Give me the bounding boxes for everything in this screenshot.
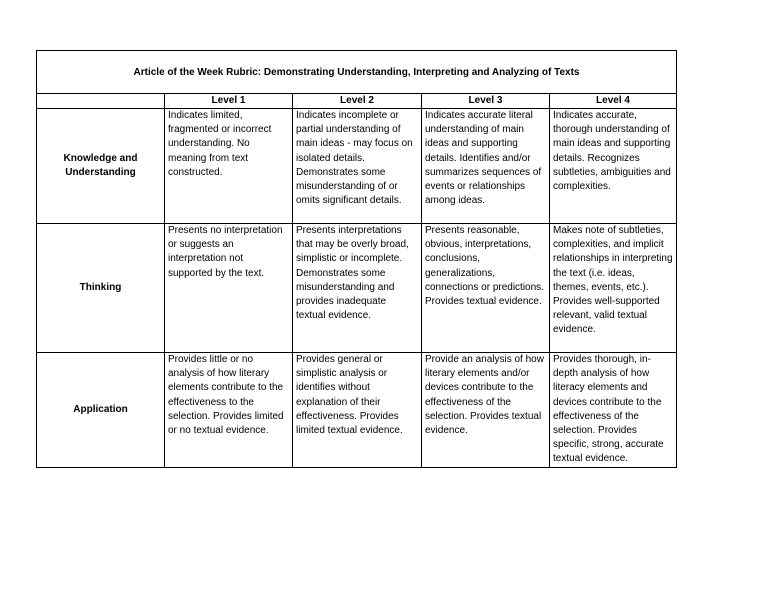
level-2-header: Level 2 <box>293 94 422 109</box>
criterion-application: Application <box>37 353 165 468</box>
rubric-row-thinking <box>37 224 677 353</box>
thinking-level-2-cell: Presents interpretations that may be overly broad, simplistic or incomplete. Demonstrates some misunderstanding and provides inadequate textual evidence. <box>293 224 422 353</box>
rubric-row-application <box>37 353 677 468</box>
knowledge-level-1-cell: Indicates limited, fragmented or incorrect understanding. No meaning from text constructed. <box>165 109 293 224</box>
thinking-level-3-cell: Presents reasonable, obvious, interpretations, conclusions, generalizations, connections or predictions. Provides textual evidence. <box>422 224 550 353</box>
level-4-header: Level 4 <box>550 94 677 109</box>
knowledge-level-3-cell: Indicates accurate literal understanding of main ideas and supporting details. Identifies and/or summarizes sequences of events or relationships among ideas. <box>422 109 550 224</box>
application-level-1-cell: Provides little or no analysis of how literary elements contribute to the effectiveness to the selection. Provides limited or no textual evidence. <box>165 353 293 468</box>
thinking-level-4-cell: Makes note of subtleties, complexities, and implicit relationships in interpreting the text (i.e. ideas, themes, events, etc.). Provides well-supported relevant, valid textual evidence. <box>550 224 677 353</box>
level-1-header: Level 1 <box>165 94 293 109</box>
level-3-header: Level 3 <box>422 94 550 109</box>
rubric-table <box>36 50 677 468</box>
application-level-4-cell: Provides thorough, in-depth analysis of how literacy elements and devices contribute to the effectiveness of the selection. Provides specific, strong, accurate textual evidence. <box>550 353 677 468</box>
criterion-thinking: Thinking <box>37 224 165 353</box>
application-level-3-cell: Provide an analysis of how literary elements and/or devices contribute to the effectiveness of the selection. Provides textual evidence. <box>422 353 550 468</box>
application-level-2-cell: Provides general or simplistic analysis or identifies without explanation of their effectiveness. Provides limited textual evidence. <box>293 353 422 468</box>
thinking-level-1-cell: Presents no interpretation or suggests an interpretation not supported by the text. <box>165 224 293 353</box>
rubric-title: Article of the Week Rubric: Demonstrating Understanding, Interpreting and Analyzing of Texts <box>37 51 677 94</box>
knowledge-level-2-cell: Indicates incomplete or partial understanding of main ideas - may focus on isolated details. Demonstrates some misunderstanding of or omits significant details. <box>293 109 422 224</box>
criterion-knowledge-and-understanding: Knowledge and Understanding <box>37 109 165 224</box>
knowledge-level-4-cell: Indicates accurate, thorough understanding of main ideas and supporting details. Recognizes subtleties, ambiguities and complexities. <box>550 109 677 224</box>
rubric-row-knowledge <box>37 109 677 224</box>
header-corner-cell <box>37 94 165 109</box>
